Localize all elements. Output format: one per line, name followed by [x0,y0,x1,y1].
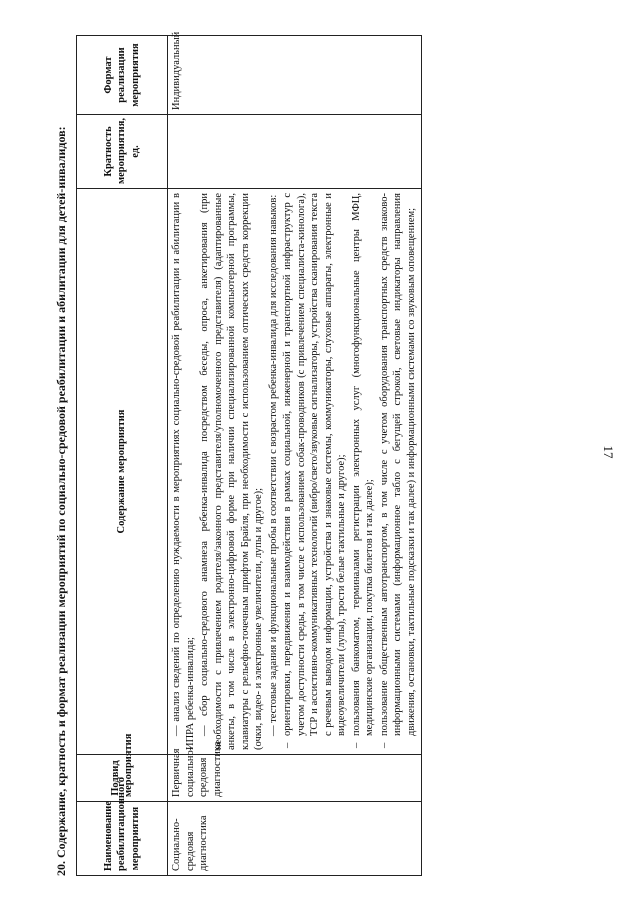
document-body [48,31,608,876]
table-header-row [77,36,168,876]
cell-format: Индивидуальный [168,36,422,115]
header-subtype: Подвид мероприятия [77,755,168,802]
list-item: – пользование общественным автотранспортом, в том числе с учетом оборудования транспортных средств знаково-информационными системами (информационное табло с бегущей строкой, световые индикаторы направления движения, остановки, тактильные подсказки и так далее) и информационными системами со звуковым оповещением; [378,193,419,736]
cell-frequency [168,115,422,189]
list-item: – ориентировки, передвижения и взаимодействия в рамках социальной, инженерной и транспортной инфраструктур с учетом доступности среды, в том числе с использованием собак-проводников (с привлечением специалиста-кинолога), ТСР и ассистивно-коммуникативных технологий (вибро/свето/звуковые сигнализаторы, устройства сканирования текста с речевым выводом информации, устройства и знаковые системы, коммуникаторы, слуховые аппараты, электронные и видеоувеличители (лупы), трости белые тактильные и другое); [281,193,349,736]
content-paragraph: — тестовые задания и функциональные пробы в соответствии с возрастом ребенка-инвалида для исследования навыков: [267,194,279,736]
header-name: Наименование реабилитационного мероприятия [77,802,168,876]
content-paragraph: — анализ сведений по определению нуждаемости в мероприятиях социально-средовой реабилитации и абилитации в ИПРА ребенка-инвалида; [171,193,196,750]
header-content: Содержание мероприятия [77,189,168,755]
header-frequency: Кратность мероприятия, ед. [77,115,168,189]
cell-name: Социально-средовая диагностика [168,802,422,876]
list-item: – пользования банкоматом, терминалами регистрации электронных услуг (многофункциональные центры МФЦ, медицинские организации, покупка билетов и так далее); [350,193,377,736]
rehab-table [76,31,422,876]
cell-subtype: Первичная социально-средовая диагностика [168,755,422,802]
header-format: Формат реализации мероприятия [77,36,168,115]
section-title: 20. Содержание, кратность и формат реализации мероприятий по социально-средовой реабилитации и абилитации для детей-инвалидов: [54,126,68,876]
page-number: 17 [601,445,616,459]
cell-content [168,189,422,755]
skills-list [281,193,418,750]
content-paragraph: — сбор социально-средового анамнеза ребенка-инвалида посредством беседы, опроса, анкетирования (при необходимости с привлечением родителя/законного представителя/уполномоченного представителя) (адаптированные анкеты, в том числе в электронно-цифровой форме при наличии специализированной компьютерной программы, клавиатуры с рельефно-точечным шрифтом Брайля, при необходимости с использованием оптических средств коррекции (очки, видео- и электронные увеличители, лупы и другое); [199,193,264,750]
table-row [168,36,422,876]
